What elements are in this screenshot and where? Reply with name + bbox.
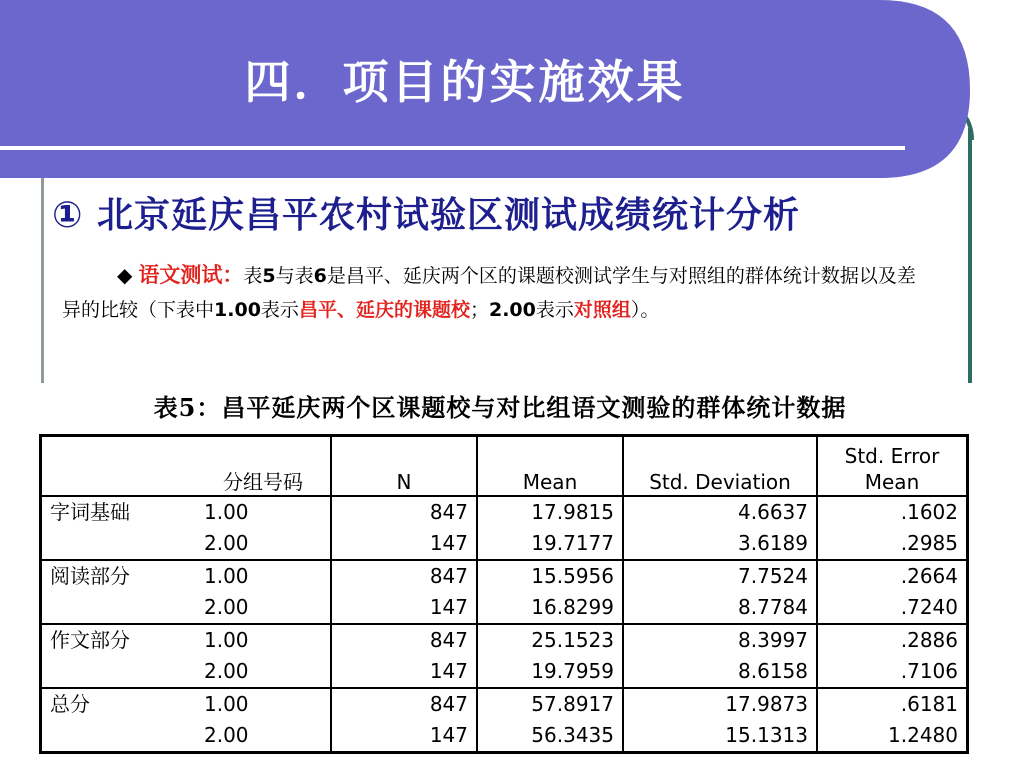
para-text: 下表中 (157, 299, 215, 321)
cell-code: 2.00 (196, 720, 331, 753)
table-row (41, 496, 968, 528)
cell-mean: 19.7959 (477, 656, 623, 688)
para-num: 5 (262, 265, 276, 287)
header-code: 分组号码 (196, 436, 331, 497)
para-text: 表 (243, 265, 263, 287)
left-rule (41, 178, 44, 383)
cell-sd: 8.3997 (623, 624, 817, 656)
cell-mean: 16.8299 (477, 592, 623, 624)
cell-group (41, 592, 197, 624)
cell-group: 阅读部分 (41, 560, 197, 592)
cell-mean: 25.1523 (477, 624, 623, 656)
para-num: 6 (313, 265, 327, 287)
cell-sd: 8.7784 (623, 592, 817, 624)
cell-mean: 17.9815 (477, 496, 623, 528)
para-text: 与表 (275, 265, 314, 287)
cell-code: 2.00 (196, 592, 331, 624)
table-row (41, 656, 968, 688)
section-subtitle: ① 北京延庆昌平农村试验区测试成绩统计分析 (52, 195, 801, 236)
diamond-bullet-icon: ◆ (117, 263, 133, 287)
cell-group: 作文部分 (41, 624, 197, 656)
cell-mean: 56.3435 (477, 720, 623, 753)
para-text: 是昌平、延庆两个区的课题校测试学生与对照组的群体统计数据以及差异的比较（ (62, 265, 916, 321)
cell-sd: 7.7524 (623, 560, 817, 592)
para-highlight: 对照组 (573, 299, 631, 321)
cell-sd: 4.6637 (623, 496, 817, 528)
description-paragraph (62, 258, 922, 327)
cell-group: 字词基础 (50, 500, 130, 524)
cell-group: 总分 (41, 688, 197, 720)
para-text: 表示 (260, 299, 299, 321)
cell-n: 847 (331, 624, 477, 656)
cell-se: .6181 (817, 688, 968, 720)
header-n: N (331, 436, 477, 497)
cell-n: 147 (331, 528, 477, 560)
cell-se: .1602 (900, 500, 958, 524)
cell-sd: 15.1313 (623, 720, 817, 753)
header-group (41, 436, 197, 497)
para-text: ； (469, 299, 489, 321)
cell-code: 2.00 (196, 656, 331, 688)
para-highlight: 昌平、延庆的课题校 (298, 299, 470, 321)
cell-code: 1.00 (196, 688, 331, 720)
cell-n: 847 (331, 688, 477, 720)
cell-code: 1.00 (196, 624, 331, 656)
header-se-line2: Mean (864, 470, 920, 494)
table-row (41, 592, 968, 624)
cell-sd: 3.6189 (623, 528, 817, 560)
cell-group (41, 528, 197, 560)
cell-se: .2664 (817, 560, 968, 592)
header-std-deviation: Std. Deviation (623, 436, 817, 497)
cell-sd: 17.9873 (623, 688, 817, 720)
cell-n: 847 (331, 496, 477, 528)
cell-code: 1.00 (196, 560, 331, 592)
page-title: 四．项目的实施效果 (244, 55, 686, 109)
table-row (41, 528, 968, 560)
cell-code: 1.00 (196, 496, 331, 528)
cell-se: .2985 (900, 531, 958, 555)
cell-se: .7240 (900, 595, 958, 619)
cell-n: 847 (331, 560, 477, 592)
header-mean: Mean (477, 436, 623, 497)
para-text: ）。 (630, 299, 660, 321)
table-row (41, 560, 968, 592)
cell-mean: 19.7177 (477, 528, 623, 560)
para-text: 表示 (535, 299, 574, 321)
header-std-error (817, 436, 968, 497)
cell-group (41, 656, 197, 688)
cell-n: 147 (331, 720, 477, 753)
table-row (41, 688, 968, 720)
header-se-line1: Std. Error (844, 444, 940, 468)
cell-sd: 8.6158 (623, 656, 817, 688)
table-caption: 表5：昌平延庆两个区课题校与对比组语文测验的群体统计数据 (153, 393, 847, 422)
right-rule (968, 128, 972, 383)
cell-code: 2.00 (196, 528, 331, 560)
cell-se: .2886 (817, 624, 968, 656)
cell-se: 1.2480 (888, 723, 958, 747)
para-num: 2.00 (488, 299, 536, 321)
table-row (41, 624, 968, 656)
cell-mean: 15.5956 (477, 560, 623, 592)
para-label: 语文测试： (138, 263, 244, 287)
table-header-row (41, 436, 968, 497)
cell-n: 147 (331, 656, 477, 688)
cell-group (41, 720, 197, 753)
para-num: 1.00 (214, 299, 261, 321)
table-row (41, 720, 968, 753)
cell-se: .7106 (900, 659, 958, 683)
statistics-table (39, 434, 969, 754)
cell-mean: 57.8917 (477, 688, 623, 720)
cell-n: 147 (331, 592, 477, 624)
